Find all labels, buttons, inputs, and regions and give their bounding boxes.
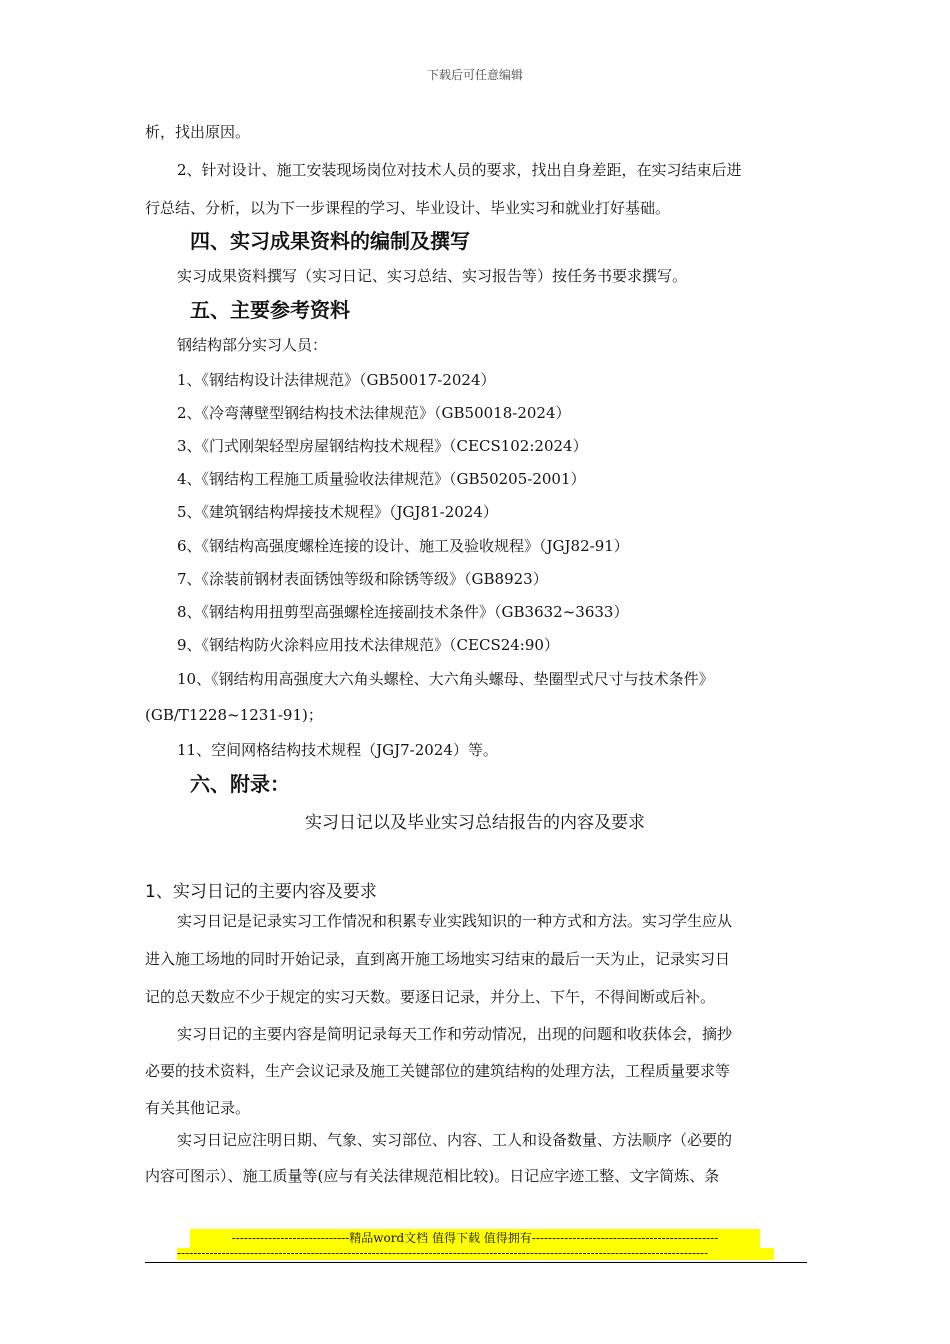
section-6-heading: 六、附录： xyxy=(190,772,290,796)
section-4-body: 实习成果资料撰写（实习日记、实习总结、实习报告等）按任务书要求撰写。 xyxy=(177,267,688,285)
appendix-subtitle: 实习日记以及毕业实习总结报告的内容及要求 xyxy=(305,813,645,833)
intro-line-2: 2、针对设计、施工安装现场岗位对技术人员的要求，找出自身差距，在实习结束后进 xyxy=(177,161,742,179)
footer-dashes: ----------------------------------------------------------------------------------------------------------------------------------- xyxy=(177,1248,774,1260)
reference-item: 9、《钢结构防火涂料应用技术法律规范》（CECS24:90） xyxy=(177,636,559,654)
reference-item: 10、《钢结构用高强度大六角头螺栓、大六角头螺母、垫圈型式尺寸与技术条件》 xyxy=(177,670,714,688)
page-header: 下载后可任意编辑 xyxy=(426,68,523,82)
intro-line-3: 行总结、分析，以为下一步课程的学习、毕业设计、毕业实习和就业打好基础。 xyxy=(145,199,671,217)
paragraph-line: 实习日记是记录实习工作情况和积累专业实践知识的一种方式和方法。实习学生应从 xyxy=(177,912,733,930)
section-5-heading: 五、主要参考资料 xyxy=(190,298,350,322)
reference-item-continuation: (GB/T1228~1231-91)； xyxy=(145,706,323,724)
footer-banner: -----------------------------精品word文档 值得下载 值得拥有---------------------------------------------- xyxy=(190,1229,760,1248)
paragraph-line: 实习日记应注明日期、气象、实习部位、内容、工人和设备数量、方法顺序（必要的 xyxy=(177,1131,733,1149)
diary-section-title: 1、实习日记的主要内容及要求 xyxy=(145,882,377,902)
reference-item: 4、《钢结构工程施工质量验收法律规范》（GB50205-2001） xyxy=(177,470,586,488)
paragraph-line: 进入施工场地的同时开始记录，直到离开施工场地实习结束的最后一天为止，记录实习日 xyxy=(145,950,731,968)
paragraph-line: 必要的技术资料，生产会议记录及施工关键部位的建筑结构的处理方法，工程质量要求等 xyxy=(145,1062,731,1080)
reference-item: 11、空间网格结构技术规程（JGJ7-2024）等。 xyxy=(177,741,498,759)
paragraph-line: 内容可图示）、施工质量等(应与有关法律规范相比较)。日记应字迹工整、文字简炼、条 xyxy=(145,1167,720,1185)
footer-rule xyxy=(145,1262,807,1263)
section-5-intro: 钢结构部分实习人员： xyxy=(177,336,328,354)
reference-item: 1、《钢结构设计法律规范》（GB50017-2024） xyxy=(177,371,496,389)
reference-item: 5、《建筑钢结构焊接技术规程》（JGJ81-2024） xyxy=(177,503,498,521)
reference-item: 3、《门式刚架轻型房屋钢结构技术规程》（CECS102:2024） xyxy=(177,437,588,455)
paragraph-line: 记的总天数应不少于规定的实习天数。要逐日记录，并分上、下午，不得间断或后补。 xyxy=(145,988,716,1006)
reference-item: 8、《钢结构用扭剪型高强螺栓连接副技术条件》（GB3632~3633） xyxy=(177,603,629,621)
intro-line-1: 析，找出原因。 xyxy=(145,123,251,141)
paragraph-line: 有关其他记录。 xyxy=(145,1099,251,1117)
reference-item: 7、《涂装前钢材表面锈蚀等级和除锈等级》（GB8923） xyxy=(177,570,548,588)
reference-item: 2、《冷弯薄壁型钢结构技术法律规范》（GB50018-2024） xyxy=(177,404,571,422)
paragraph-line: 实习日记的主要内容是简明记录每天工作和劳动情况，出现的问题和收获体会，摘抄 xyxy=(177,1025,733,1043)
reference-item: 6、《钢结构高强度螺栓连接的设计、施工及验收规程》（JGJ82-91） xyxy=(177,537,629,555)
section-4-heading: 四、实习成果资料的编制及撰写 xyxy=(190,229,470,253)
